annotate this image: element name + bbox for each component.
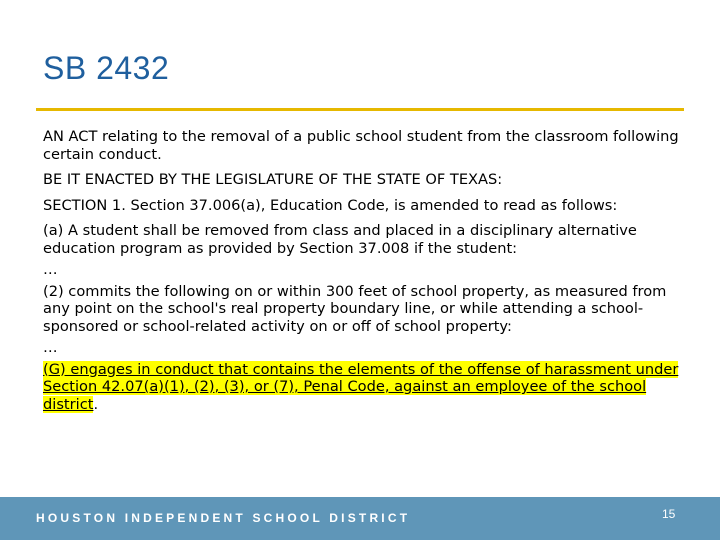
act-paragraph: AN ACT relating to the removal of a public school student from the classroom following certain conduct. [43,128,679,163]
enacting-clause: BE IT ENACTED BY THE LEGISLATURE OF THE STATE OF TEXAS: [43,171,503,188]
ellipsis-1: … [43,261,58,278]
highlighted-amendment-text: (G) engages in conduct that contains the elements of the offense of harassment under Section 42.07(a)(1), (2), (3), or (7), Penal Code, against an employee of the school district [43,360,679,413]
clause-2-paragraph: (2) commits the following on or within 300 feet of school property, as measured from any point on the school's real property boundary line, or while attending a school-sponsored or school-related activity on or off of school property: [43,282,667,335]
slide-body [43,128,683,421]
footer-organization: HOUSTON INDEPENDENT SCHOOL DISTRICT [36,511,411,525]
ellipsis-2: … [43,339,58,356]
section-paragraph: SECTION 1. Section 37.006(a), Education Code, is amended to read as follows: [43,196,618,214]
clause-g-period: . [93,395,99,413]
clause-g-paragraph [43,361,683,414]
subsection-a-paragraph: (a) A student shall be removed from class and placed in a disciplinary alternative education program as provided by Section 37.008 if the student: [43,222,637,257]
slide-title: SB 2432 [43,50,170,86]
page-number: 15 [662,507,676,521]
title-divider [36,108,684,111]
footer-bar [0,497,720,540]
